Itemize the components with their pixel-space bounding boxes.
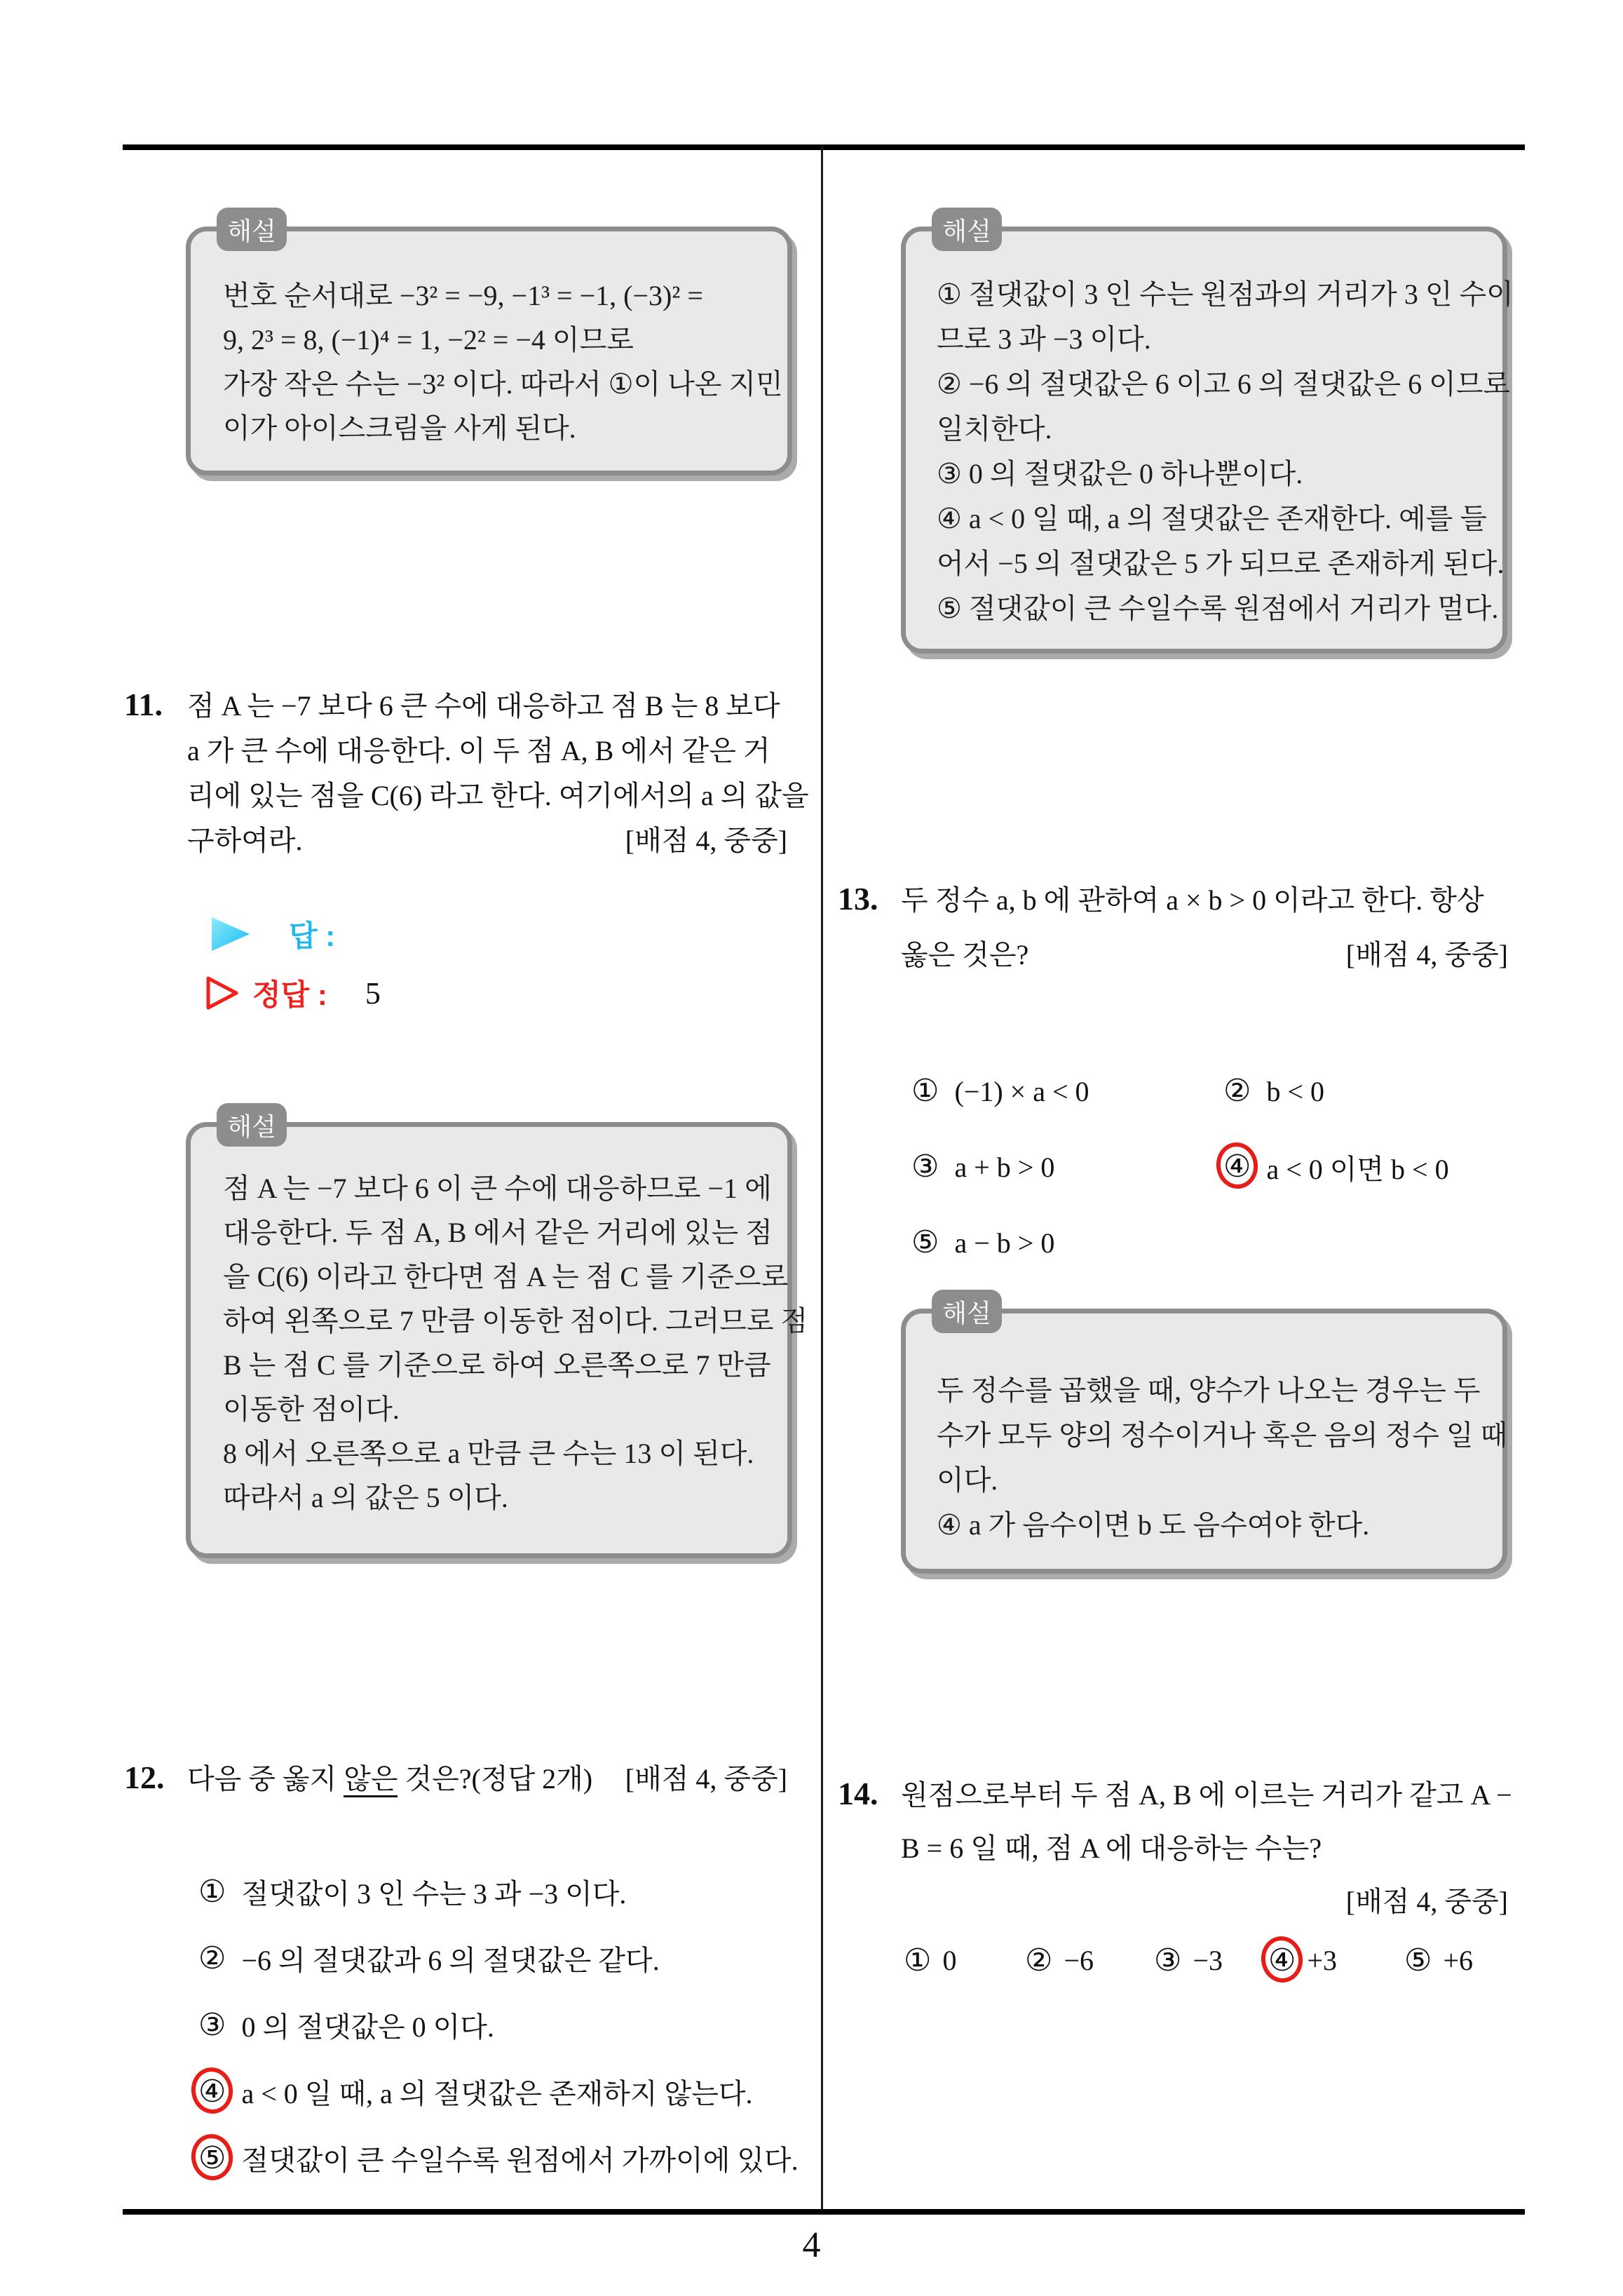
option-text: +3 [1307, 1945, 1338, 1976]
solution-line: ③ 0 의 절댓값은 0 하나뿐이다. [937, 458, 1303, 489]
solution-line: ④ a < 0 일 때, a 의 절댓값은 존재한다. 예를 들 [937, 503, 1487, 534]
problem-13-options [911, 1053, 1509, 1281]
points-label: [배점 4, 중중] [1345, 939, 1508, 971]
solution-line: 가장 작은 수는 −3² 이다. 따라서 ①이 나온 지민 [223, 368, 783, 400]
option-grid-row [911, 1053, 1509, 1129]
title-underlined: 않은 [344, 1763, 398, 1797]
solution-line: ① 절댓값이 3 인 수는 원점과의 거리가 3 인 수이 [937, 278, 1514, 310]
option-row [911, 1075, 1223, 1108]
problem-number: 14. [838, 1776, 878, 1811]
option-row [1025, 1944, 1094, 1977]
option-row [198, 2125, 799, 2192]
problem-12 [124, 1757, 787, 1802]
solution-text [191, 231, 787, 450]
solution-line: ⑤ 절댓값이 큰 수일수록 원점에서 거리가 멀다. [937, 593, 1499, 624]
solution-tab [932, 1290, 1002, 1333]
option-text: b < 0 [1266, 1075, 1325, 1107]
problem-14 [838, 1769, 1512, 1929]
problem-line: 리에 있는 점을 C(6) 라고 한다. 여기에서의 a 의 값을 [187, 780, 809, 811]
problem-line-text: 옳은 것은? [901, 939, 1029, 971]
option-number: ⑤ [911, 1224, 939, 1260]
option-row [904, 1944, 956, 1977]
column-divider [821, 147, 823, 2212]
option-text: 절댓값이 3 인 수는 3 과 −3 이다. [241, 1878, 627, 1910]
solution-tab-label: 해설 [942, 217, 991, 245]
correct-answer-row [205, 972, 381, 1014]
problem-title [187, 1757, 592, 1802]
solution-tab-label: 해설 [942, 1299, 991, 1328]
problem-line-text: 구하여라. [187, 825, 303, 856]
solution-line: 이동한 점이다. [223, 1393, 400, 1425]
option-grid-row [911, 1129, 1509, 1205]
solution-line: 수가 모두 양의 정수이거나 혹은 음의 정수 일 때 [937, 1419, 1508, 1451]
option-row [1268, 1944, 1337, 1977]
solution-box-right-top [901, 217, 1514, 654]
solution-line: 이가 아이스크림을 사게 된다. [223, 412, 576, 444]
points-label: [배점 4, 중중] [625, 825, 787, 856]
option-row [198, 2058, 787, 2125]
problem-line [901, 928, 1508, 982]
option-number: ① [911, 1073, 939, 1109]
solution-line: ④ a 가 음수이면 b 도 음수여야 한다. [937, 1509, 1370, 1541]
correct-label: 정답 : [252, 978, 327, 1011]
solution-line: 9, 2³ = 8, (−1)⁴ = 1, −2² = −4 이므로 [223, 324, 634, 356]
option-number: ② [198, 1940, 226, 1976]
option-number: ③ [198, 2006, 226, 2043]
option-row [198, 1858, 787, 1925]
solution-line: 일치한다. [937, 413, 1052, 445]
solution-line: 므로 3 과 −3 이다. [937, 323, 1151, 355]
option-text: −6 의 절댓값과 6 의 절댓값은 같다. [241, 1945, 660, 1976]
solution-tab-label: 해설 [227, 1112, 276, 1141]
solution-box-right-middle [901, 1299, 1508, 1574]
solution-tab [932, 208, 1002, 251]
option-text: a < 0 일 때, a 의 절댓값은 존재하지 않는다. [241, 2078, 753, 2109]
option-number-circled: ④ [1268, 1942, 1296, 1978]
solution-line: 따라서 a 의 값은 5 이다. [223, 1482, 508, 1513]
solution-line: 두 정수를 곱했을 때, 양수가 나오는 경우는 두 [937, 1375, 1481, 1406]
option-row [1223, 1075, 1324, 1108]
option-number: ② [1025, 1942, 1053, 1978]
option-text: a − b > 0 [954, 1227, 1055, 1259]
problem-line: 점 A 는 −7 보다 6 큰 수에 대응하고 점 B 는 8 보다 [187, 690, 780, 722]
option-text: −6 [1064, 1945, 1094, 1976]
option-row [1223, 1147, 1449, 1187]
problem-line: 원점으로부터 두 점 A, B 에 이르는 거리가 같고 A − [901, 1779, 1512, 1811]
solution-tab-label: 해설 [227, 217, 276, 245]
footer-rule [123, 2209, 1525, 2215]
option-number: ⑤ [1404, 1942, 1432, 1978]
option-text: −3 [1193, 1945, 1223, 1976]
option-row [198, 1992, 787, 2058]
option-number-circled: ④ [198, 2073, 226, 2109]
solution-box-left-top [186, 217, 792, 475]
points-label: [배점 4, 중중] [625, 1763, 787, 1795]
solution-line: 점 A 는 −7 보다 6 이 큰 수에 대응하므로 −1 에 [223, 1173, 772, 1204]
option-text: a + b > 0 [954, 1151, 1055, 1183]
option-row [1404, 1944, 1473, 1977]
solution-line: 이다. [937, 1464, 998, 1496]
points-label: [배점 4, 중중] [1345, 1886, 1508, 1917]
problem-number: 12. [124, 1760, 165, 1795]
problem-line: a 가 큰 수에 대응한다. 이 두 점 A, B 에서 같은 거 [187, 735, 770, 767]
option-row [911, 1151, 1223, 1184]
problem-14-options [904, 1944, 1514, 2000]
option-number: ① [904, 1942, 932, 1978]
option-row [1154, 1944, 1223, 1977]
problem-line [187, 1757, 787, 1802]
option-text: (−1) × a < 0 [954, 1075, 1089, 1107]
problem-line: 두 정수 a, b 에 관하여 a × b > 0 이라고 한다. 항상 [901, 884, 1484, 916]
option-text: +6 [1443, 1945, 1474, 1976]
problem-line: B = 6 일 때, 점 A 에 대응하는 수는? [901, 1832, 1322, 1864]
solution-line: 어서 −5 의 절댓값은 5 가 되므로 존재하게 된다. [937, 548, 1505, 579]
option-row [198, 1925, 787, 1992]
solution-tab [217, 1103, 287, 1147]
solution-line: B 는 점 C 를 기준으로 하여 오른쪽으로 7 만큼 [223, 1349, 771, 1381]
title-segment: 것은?(정답 2개) [398, 1763, 593, 1795]
solution-line: 을 C(6) 이라고 한다면 점 A 는 점 C 를 기준으로 [223, 1261, 789, 1292]
correct-arrow-icon [205, 975, 240, 1011]
title-segment: 다음 중 옳지 [187, 1763, 344, 1795]
option-row [911, 1224, 1223, 1260]
option-text: a < 0 이면 b < 0 [1266, 1153, 1449, 1185]
problem-line [187, 818, 787, 863]
option-text: 0 의 절댓값은 0 이다. [241, 2011, 494, 2043]
solution-line: 8 에서 오른쪽으로 a 만큼 큰 수는 13 이 된다. [223, 1438, 754, 1469]
problem-number: 13. [838, 881, 878, 917]
option-number-circled: ④ [1223, 1149, 1251, 1184]
problem-number: 11. [124, 687, 163, 722]
solution-box-left-bottom [186, 1112, 808, 1558]
correct-value: 5 [365, 975, 381, 1011]
option-text: 0 [942, 1945, 957, 1976]
option-number: ③ [1154, 1942, 1182, 1978]
solution-tab [217, 208, 287, 251]
answer-arrow-icon [212, 917, 250, 951]
option-grid-row [911, 1205, 1509, 1281]
page-number: 4 [802, 2225, 821, 2265]
solution-line: 하여 왼쪽으로 7 만큼 이동한 점이다. 그러므로 점 [223, 1305, 808, 1337]
problem-11 [124, 684, 809, 863]
header-rule [123, 144, 1525, 150]
option-number: ③ [911, 1149, 939, 1184]
problem-12-options [198, 1858, 799, 2192]
option-number: ① [198, 1873, 226, 1910]
option-number-circled: ⑤ [198, 2140, 226, 2176]
solution-line: 대응한다. 두 점 A, B 에서 같은 거리에 있는 점 [223, 1217, 773, 1248]
solution-text [191, 1127, 808, 1520]
solution-text [906, 231, 1514, 631]
answer-label: 답 : [289, 919, 336, 952]
solution-text [906, 1314, 1508, 1548]
solution-line: ② −6 의 절댓값은 6 이고 6 의 절댓값은 6 이므로 [937, 368, 1511, 400]
answer-row [212, 913, 335, 955]
option-text: 절댓값이 큰 수일수록 원점에서 가까이에 있다. [241, 2145, 799, 2176]
solution-line: 번호 순서대로 −3² = −9, −1³ = −1, (−3)² = [223, 280, 703, 311]
problem-13 [838, 873, 1508, 982]
option-number: ② [1223, 1073, 1251, 1109]
